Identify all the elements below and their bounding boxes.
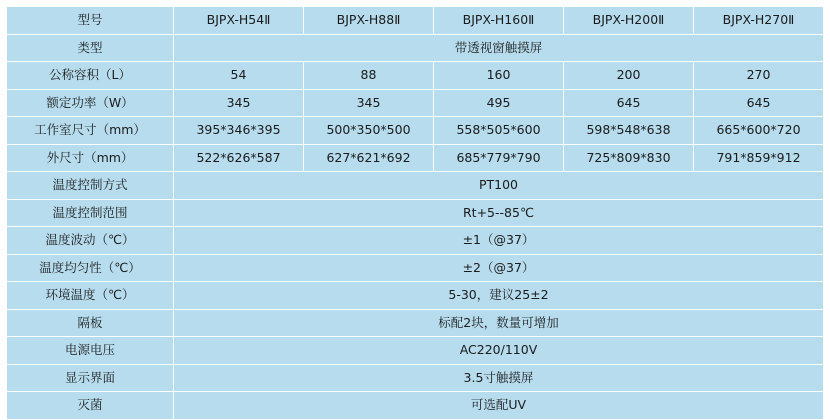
row-value: 160: [434, 62, 564, 90]
row-value: 558*505*600: [434, 117, 564, 145]
model-value: BJPX-H88Ⅱ: [304, 7, 434, 35]
row-value-merged: 标配2块，数量可增加: [174, 309, 824, 337]
table-row: [7, 7, 824, 35]
row-label: 温度控制方式: [7, 172, 174, 200]
table-row: [7, 392, 824, 420]
row-value-merged: PT100: [174, 172, 824, 200]
table-row: [7, 364, 824, 392]
table-row: [7, 254, 824, 282]
row-value: 627*621*692: [304, 144, 434, 172]
row-label: 温度控制范围: [7, 199, 174, 227]
row-value-merged: 3.5寸触摸屏: [174, 364, 824, 392]
row-value: 88: [304, 62, 434, 90]
table-row: [7, 117, 824, 145]
row-value-merged: Rt+5--85℃: [174, 199, 824, 227]
row-value: 200: [564, 62, 694, 90]
row-value: 685*779*790: [434, 144, 564, 172]
row-value: 345: [174, 89, 304, 117]
table-row: [7, 199, 824, 227]
model-value: BJPX-H54Ⅱ: [174, 7, 304, 35]
table-row: [7, 62, 824, 90]
row-value: 345: [304, 89, 434, 117]
row-label: 灭菌: [7, 392, 174, 420]
row-value: 791*859*912: [694, 144, 824, 172]
row-label: 显示界面: [7, 364, 174, 392]
row-value: 522*626*587: [174, 144, 304, 172]
row-value-merged: ±2（@37）: [174, 254, 824, 282]
row-label: 电源电压: [7, 337, 174, 365]
row-value: 725*809*830: [564, 144, 694, 172]
row-label: 类型: [7, 34, 174, 62]
model-value: BJPX-H160Ⅱ: [434, 7, 564, 35]
row-label: 额定功率（W）: [7, 89, 174, 117]
model-value: BJPX-H270Ⅱ: [694, 7, 824, 35]
row-label: 外尺寸（mm）: [7, 144, 174, 172]
table-row: [7, 34, 824, 62]
row-value-merged: AC220/110V: [174, 337, 824, 365]
table-row: [7, 337, 824, 365]
specification-table: [6, 6, 824, 420]
table-body: [7, 7, 824, 420]
table-row: [7, 172, 824, 200]
row-value: 495: [434, 89, 564, 117]
row-value: 54: [174, 62, 304, 90]
row-label: 环境温度（℃）: [7, 282, 174, 310]
row-value: 270: [694, 62, 824, 90]
table-row: [7, 227, 824, 255]
row-value-merged: ±1（@37）: [174, 227, 824, 255]
row-value: 500*350*500: [304, 117, 434, 145]
table-row: [7, 282, 824, 310]
table-row: [7, 309, 824, 337]
row-value: 598*548*638: [564, 117, 694, 145]
table-row: [7, 144, 824, 172]
row-value-merged: 可选配UV: [174, 392, 824, 420]
model-value: BJPX-H200Ⅱ: [564, 7, 694, 35]
row-value-merged: 带透视窗触摸屏: [174, 34, 824, 62]
row-label: 工作室尺寸（mm）: [7, 117, 174, 145]
row-label: 温度均匀性（℃）: [7, 254, 174, 282]
row-label: 公称容积（L）: [7, 62, 174, 90]
row-label: 型号: [7, 7, 174, 35]
row-label: 隔板: [7, 309, 174, 337]
row-value: 395*346*395: [174, 117, 304, 145]
row-value: 665*600*720: [694, 117, 824, 145]
row-value-merged: 5-30，建议25±2: [174, 282, 824, 310]
row-value: 645: [694, 89, 824, 117]
row-value: 645: [564, 89, 694, 117]
table-row: [7, 89, 824, 117]
row-label: 温度波动（℃）: [7, 227, 174, 255]
